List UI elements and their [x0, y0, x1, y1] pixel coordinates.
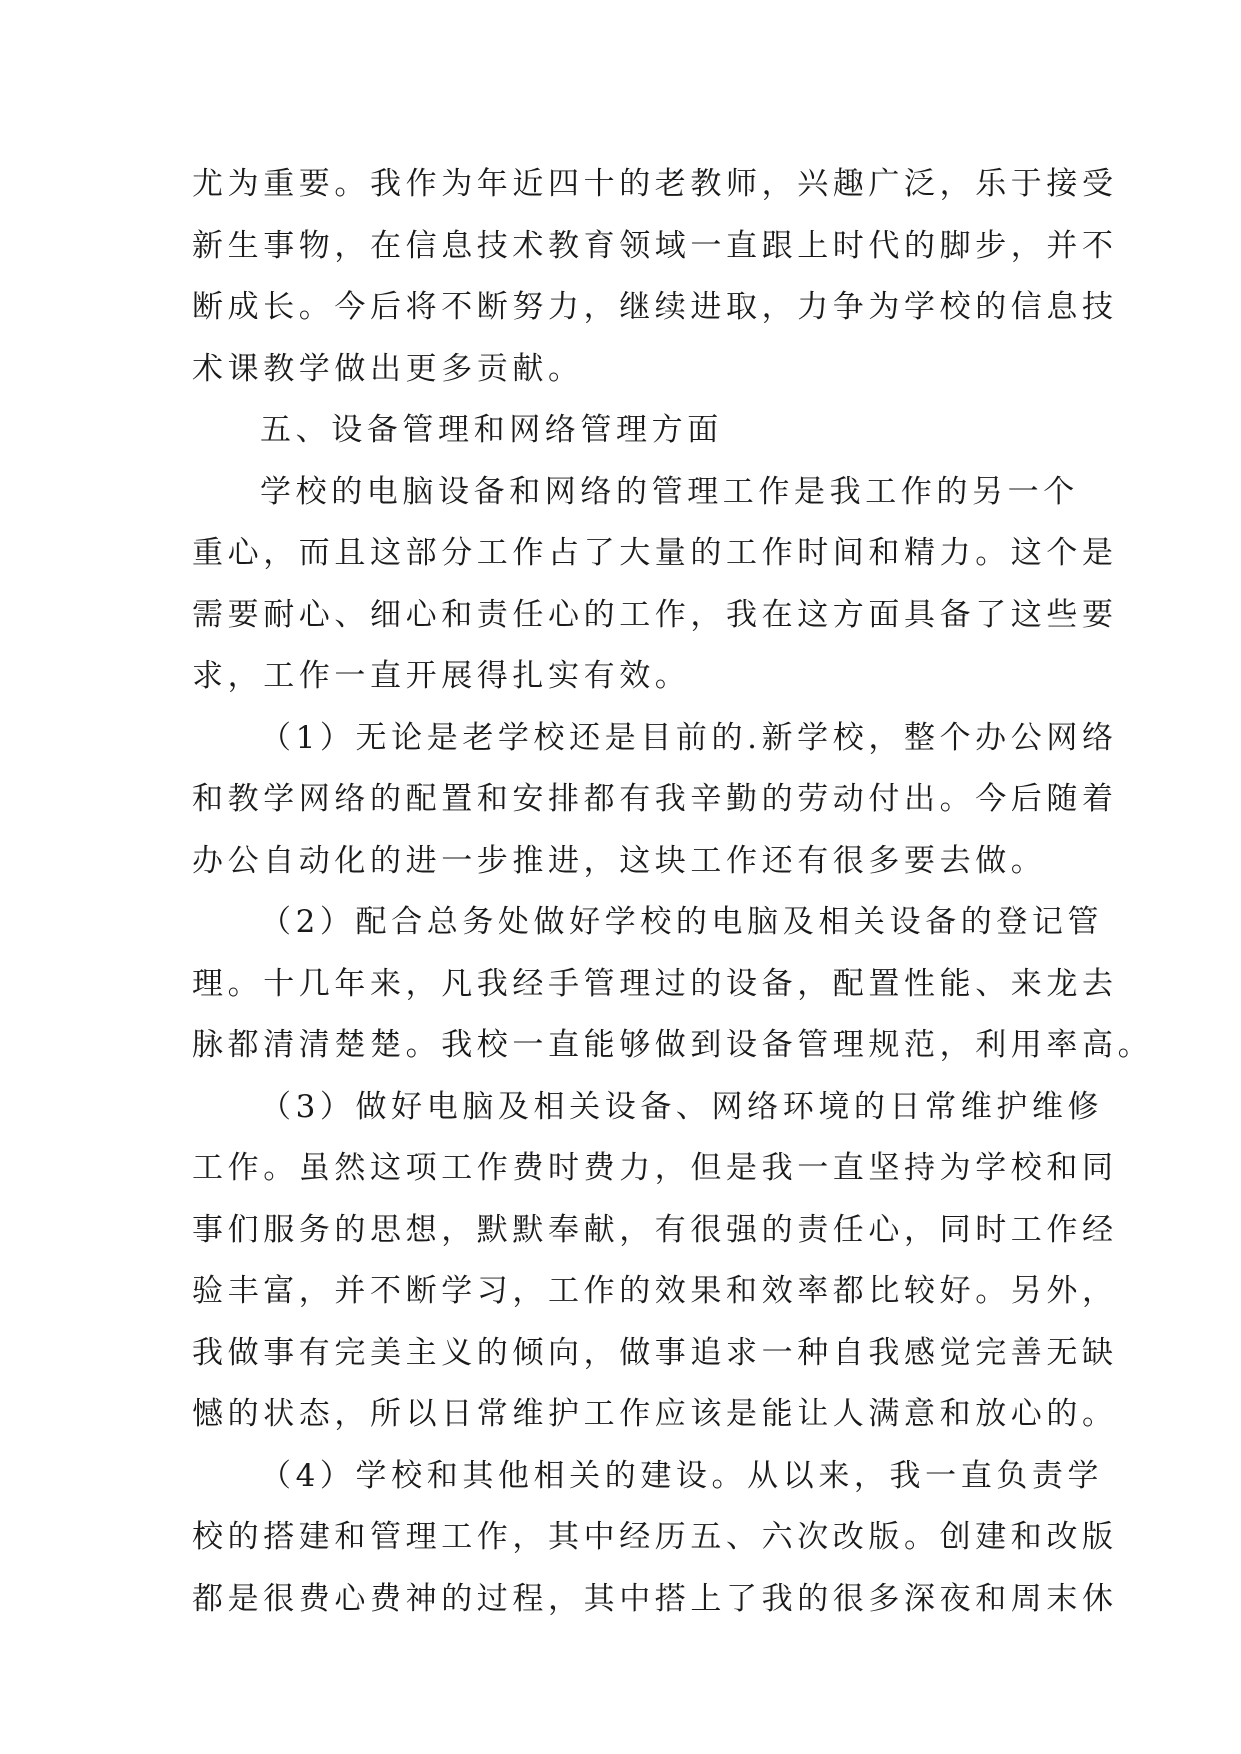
text-line: 都是很费心费神的过程，其中搭上了我的很多深夜和周末休	[192, 1580, 1118, 1617]
text-line: 五、设备管理和网络管理方面	[260, 412, 723, 448]
text-line: 脉都清清楚楚。我校一直能够做到设备管理规范，利用率高。	[192, 1027, 1154, 1063]
text-line: 理。十几年来，凡我经手管理过的设备，配置性能、来龙去	[192, 965, 1118, 1002]
text-line: 学校的电脑设备和网络的管理工作是我工作的另一个	[260, 473, 1079, 510]
text-line: 校的搭建和管理工作，其中经历五、六次改版。创建和改版	[192, 1519, 1118, 1555]
text-line: 需要耐心、细心和责任心的工作，我在这方面具备了这些要	[192, 596, 1118, 633]
text-line: 求，工作一直开展得扎实有效。	[192, 658, 691, 694]
text-line: 术课教学做出更多贡献。	[192, 350, 584, 387]
text-line: 验丰富，并不断学习，工作的效果和效率都比较好。另外，	[192, 1273, 1118, 1309]
text-line: （3）做好电脑及相关设备、网络环境的日常维护维修	[260, 1088, 1104, 1125]
text-line: （1）无论是老学校还是目前的.新学校，整个办公网络	[260, 719, 1118, 756]
text-line: 尤为重要。我作为年近四十的老教师，兴趣广泛，乐于接受	[192, 166, 1118, 202]
text-line: （4）学校和其他相关的建设。从以来，我一直负责学	[260, 1457, 1104, 1494]
text-line: 办公自动化的进一步推进，这块工作还有很多要去做。	[192, 842, 1047, 879]
text-line: 新生事物，在信息技术教育领域一直跟上时代的脚步，并不	[192, 227, 1118, 264]
text-line: 事们服务的思想，默默奉献，有很强的责任心，同时工作经	[192, 1211, 1118, 1248]
text-line: 工作。虽然这项工作费时费力，但是我一直坚持为学校和同	[192, 1150, 1118, 1186]
text-line: 憾的状态，所以日常维护工作应该是能让人满意和放心的。	[192, 1396, 1118, 1432]
text-line: 我做事有完美主义的倾向，做事追求一种自我感觉完善无缺	[192, 1334, 1118, 1371]
text-line: 断成长。今后将不断努力，继续进取，力争为学校的信息技	[192, 289, 1118, 325]
text-line: 和教学网络的配置和安排都有我辛勤的劳动付出。今后随着	[192, 781, 1118, 817]
text-line: （2）配合总务处做好学校的电脑及相关设备的登记管	[260, 904, 1104, 940]
document-body	[192, 154, 1154, 1630]
text-line: 重心，而且这部分工作占了大量的工作时间和精力。这个是	[192, 535, 1118, 571]
